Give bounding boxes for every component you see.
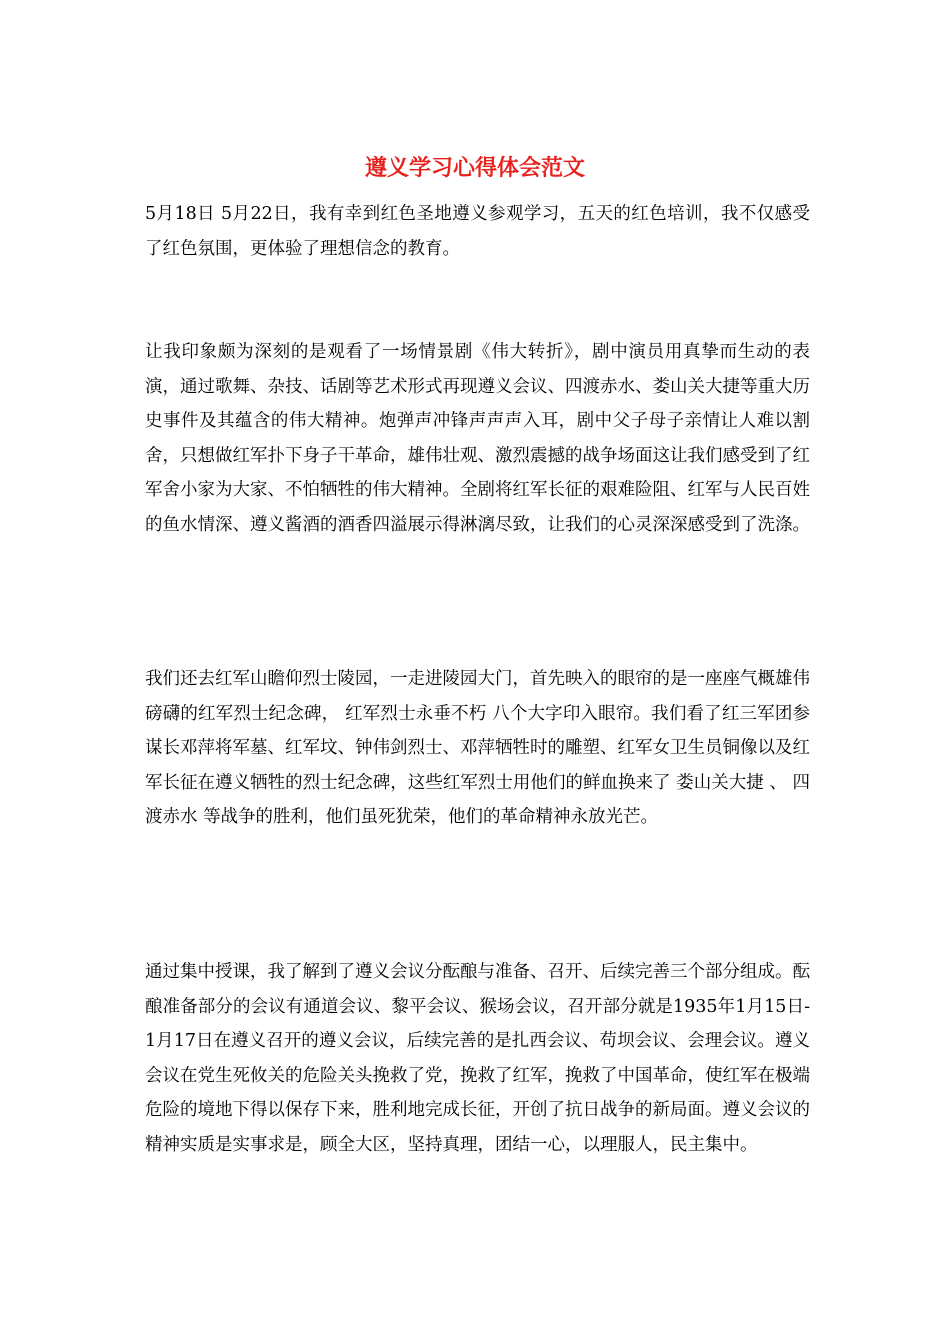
paragraph-cemetery: 我们还去红军山瞻仰烈士陵园，一走进陵园大门，首先映入的眼帘的是一座座气概雄伟磅礴的红军烈士纪念碑， 红军烈士永垂不朽 八个大字印入眼帘。我们看了红三军团参谋长邓萍将军墓、红军坟、钟伟剑烈士、邓萍牺牲时的雕塑、红军女卫生员铜像以及红军长征在遵义牺牲的烈士纪念碑，这些红军烈士用他们的鲜血换来了 娄山关大捷 、 四渡赤水 等战争的胜利，他们虽死犹荣，他们的革命精神永放光芒。: [145, 669, 810, 827]
paragraph-lecture: 通过集中授课，我了解到了遵义会议分酝酿与准备、召开、后续完善三个部分组成。酝酿准备部分的会议有通道会议、黎平会议、猴场会议，召开部分就是1935年1月15日-1月17日在遵义召开的遵义会议，后续完善的是扎西会议、苟坝会议、会理会议。遵义会议在党生死攸关的危险关头挽救了党，挽救了红军，挽救了中国革命，使红军在极端危险的境地下得以保存下来，胜利地完成长征，开创了抗日战争的新局面。遵义会议的精神实质是实事求是，顾全大区，坚持真理，团结一心，以理服人，民主集中。: [145, 962, 810, 1155]
paragraph-intro: 5月18日 5月22日，我有幸到红色圣地遵义参观学习，五天的红色培训，我不仅感受了红色氛围，更体验了理想信念的教育。: [145, 204, 810, 259]
paragraph-drama: 让我印象颇为深刻的是观看了一场情景剧《伟大转折》，剧中演员用真挚而生动的表演，通过歌舞、杂技、话剧等艺术形式再现遵义会议、四渡赤水、娄山关大捷等重大历史事件及其蕴含的伟大精神。炮弹声冲锋声声声入耳，剧中父子母子亲情让人难以割舍，只想做红军扑下身子干革命，雄伟壮观、激烈震撼的战争场面这让我们感受到了红军舍小家为大家、不怕牺牲的伟大精神。全剧将红军长征的艰难险阻、红军与人民百姓的鱼水情深、遵义酱酒的酒香四溢展示得淋漓尽致，让我们的心灵深深感受到了洗涤。: [145, 342, 810, 535]
document-title: 遵义学习心得体会范文: [364, 155, 585, 181]
